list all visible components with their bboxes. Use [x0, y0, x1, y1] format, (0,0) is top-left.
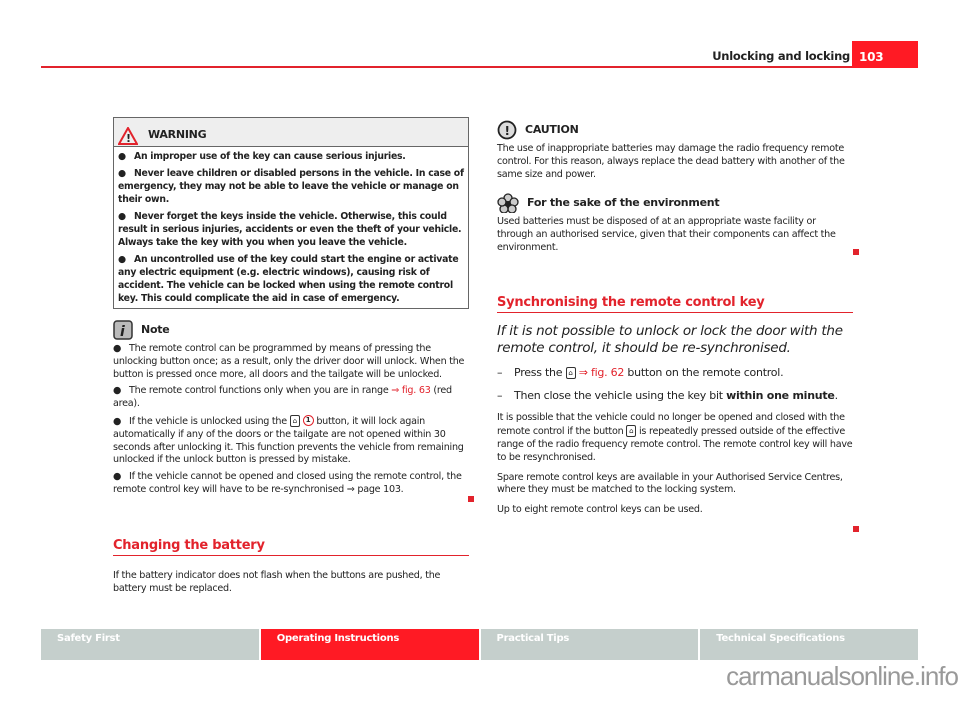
sync-lead: If it is not possible to unlock or lock the door with the remote control, it should be re-synchronised.	[497, 322, 843, 356]
battery-heading: Changing the battery	[113, 540, 469, 556]
warning-triangle-icon	[118, 127, 138, 145]
chapter-title: Unlocking and locking	[712, 49, 850, 63]
warning-item: ● Never leave children or disabled persons in the vehicle. In case of emergency, they may not be able to leave the vehicle or manage on their own.	[118, 168, 464, 205]
tab-operating-instructions[interactable]: Operating Instructions	[261, 629, 479, 660]
environment-flower-icon	[497, 193, 519, 213]
note-item: ● If the vehicle is unlocked using the ⌂ 1 button, it will lock again automatically if any of the doors or the tailgate are not opened within 30 seconds after unlocking it. This function prevents the vehicle from remaining unlocked if the unlock button is pressed by mistake.	[113, 415, 464, 466]
svg-text:!: !	[126, 131, 131, 145]
battery-text: If the battery indicator does not flash when the buttons are pushed, the battery must be replaced.	[113, 569, 441, 594]
note-item: ● The remote control functions only when you are in range ⇒ fig. 63 (red area).	[113, 385, 452, 410]
step-2: – Then close the vehicle using the key bit within one minute.	[497, 388, 838, 402]
section-tabs	[41, 629, 918, 660]
environment-text: Used batteries must be disposed of at an appropriate waste facility or through an authorised service, given that their components can affect the environment.	[497, 216, 836, 253]
end-marker	[468, 496, 474, 502]
sync-paragraph: It is possible that the vehicle could no longer be opened and closed with the remote control if the button ⌂ is repeatedly pressed outside of the effective range of the radio frequency remote control. The remote control key will have to be resynchronised.	[497, 412, 853, 463]
note-title: Note	[141, 322, 170, 336]
warning-box	[113, 117, 469, 309]
tab-safety-first[interactable]: Safety First	[41, 629, 259, 660]
note-section	[113, 320, 469, 501]
page-number: 103	[852, 41, 918, 68]
warning-title: WARNING	[148, 128, 207, 142]
sync-heading: Synchronising the remote control key	[497, 297, 853, 313]
tab-technical-specifications[interactable]: Technical Specifications	[700, 629, 918, 660]
note-item: ● If the vehicle cannot be opened and closed using the remote control, the remote control key will have to be re-synchronised ⇒ page 103.	[113, 471, 462, 495]
step-1: – Press the ⌂ ⇒ fig. 62 button on the remote control.	[497, 365, 784, 379]
unlock-key-icon: ⌂	[290, 415, 300, 427]
note-item: ● The remote control can be programmed by means of pressing the unlocking button once; as a result, only the driver door will unlock. When the button is pressed once more, all doors and the tailgate will be unlocked.	[113, 343, 465, 380]
callout-number: 1	[303, 415, 314, 426]
header-divider	[41, 66, 852, 68]
warning-item: ● An uncontrolled use of the key could start the engine or activate any electric equipment (e.g. electric windows), causing risk of accident. The vehicle can be locked when using the remote control key. This could complicate the aid in case of emergency.	[118, 254, 459, 304]
end-marker	[853, 249, 859, 255]
end-marker	[853, 526, 859, 532]
sync-paragraph: Up to eight remote control keys can be used.	[497, 504, 703, 516]
watermark: carmanualsonline.info	[726, 661, 958, 691]
environment-title: For the sake of the environment	[527, 195, 720, 209]
svg-text:!: !	[504, 124, 510, 138]
tab-practical-tips[interactable]: Practical Tips	[481, 629, 699, 660]
caution-text: The use of inappropriate batteries may damage the radio frequency remote control. For this reason, always replace the dead battery with another of the same size and power.	[497, 143, 845, 180]
warning-item: ● An improper use of the key can cause serious injuries.	[118, 151, 406, 162]
sync-paragraph: Spare remote control keys are available in your Authorised Service Centres, where they must be matched to the locking system.	[497, 471, 843, 496]
info-icon	[113, 320, 133, 340]
svg-text:i: i	[120, 324, 125, 340]
unlock-key-icon: ⌂	[626, 425, 636, 437]
unlock-key-icon: ⌂	[566, 367, 576, 379]
caution-title: CAUTION	[525, 122, 579, 136]
fig-63-link[interactable]: ⇒ fig. 63	[391, 385, 431, 397]
warning-item: ● Never forget the keys inside the vehicle. Otherwise, this could result in serious injuries, accidents or even the theft of your vehicle. Always take the key with you when you leave the vehicle.	[118, 211, 462, 248]
caution-icon	[497, 120, 517, 140]
fig-62-link[interactable]: ⇒ fig. 62	[578, 365, 625, 379]
